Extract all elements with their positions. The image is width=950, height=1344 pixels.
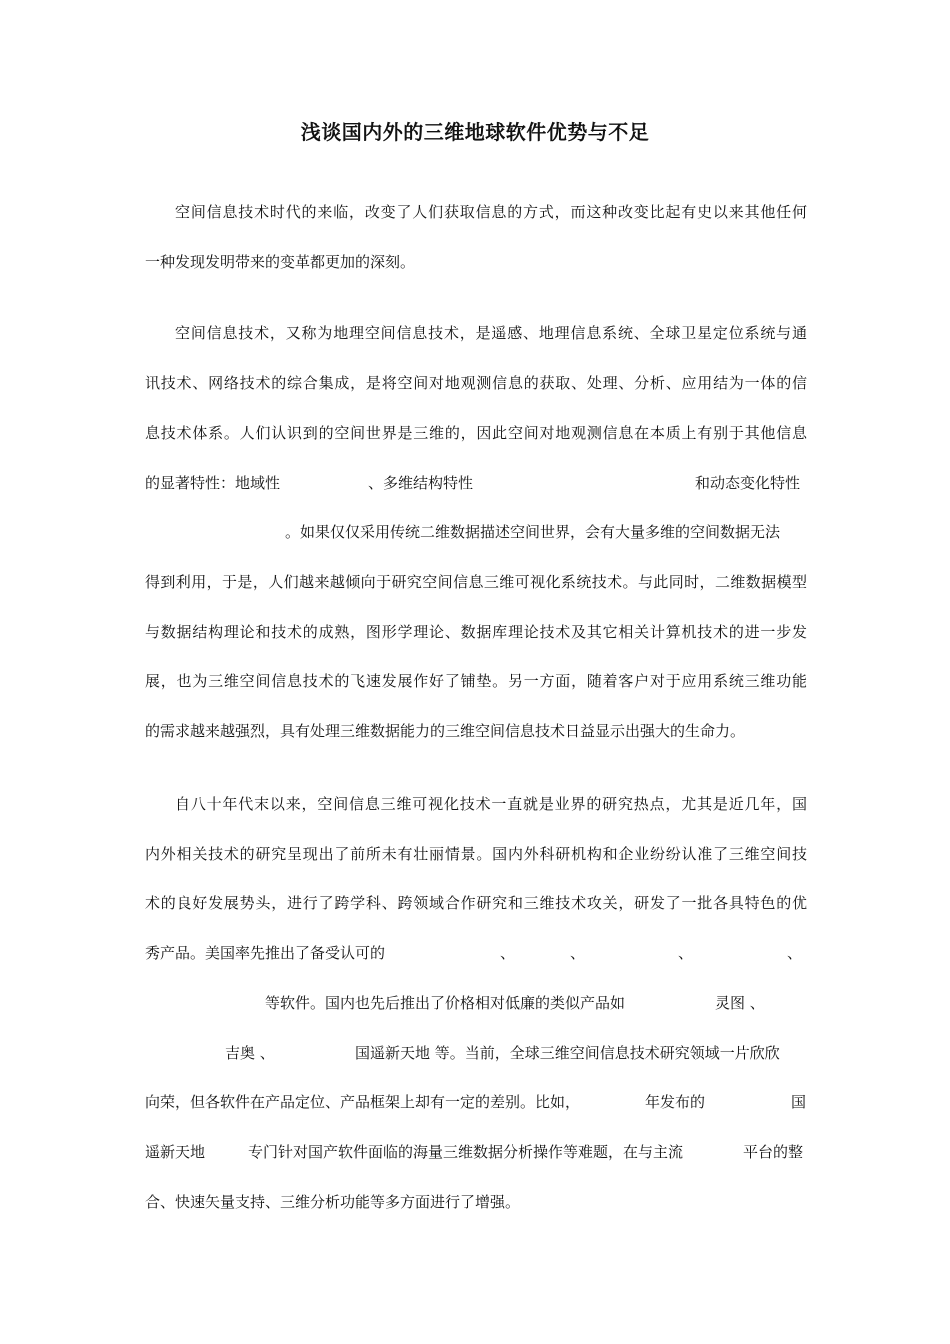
text-segment: 年发布的 xyxy=(645,1093,706,1111)
paragraph-3-line-7 xyxy=(145,1090,807,1114)
separator: 、 xyxy=(787,944,803,962)
paragraph-3-line-1: 自八十年代末以来，空间信息三维可视化技术一直就是业界的研究热点，尤其是近几年，国 xyxy=(175,795,807,813)
separator: 、 xyxy=(500,944,516,962)
separator: 、 xyxy=(678,944,694,962)
text-segment: 平台的整 xyxy=(743,1143,804,1161)
paragraph-2-line-4 xyxy=(145,471,807,495)
paragraph-3-line-9: 合、快速矢量支持、三维分析功能等多方面进行了增强。 xyxy=(145,1193,521,1211)
text-segment: 遥新天地 xyxy=(145,1143,206,1161)
paragraph-2-line-7: 与数据结构理论和技术的成熟，图形学理论、数据库理论技术及其它相关计算机技术的进一步发 xyxy=(145,623,807,641)
paragraph-2-line-2: 讯技术、网络技术的综合集成，是将空间对地观测信息的获取、处理、分析、应用结为一体的信 xyxy=(145,374,807,392)
text-segment: 吉奥 、 xyxy=(225,1044,275,1062)
paragraph-3-line-8 xyxy=(145,1140,807,1164)
text-segment: 和动态变化特性 xyxy=(695,474,801,492)
paragraph-3-line-6 xyxy=(145,1041,807,1065)
paragraph-2-line-1: 空间信息技术，又称为地理空间信息技术，是遥感、地理信息系统、全球卫星定位系统与通 xyxy=(175,324,807,342)
text-segment: 等软件。国内也先后推出了价格相对低廉的类似产品如 xyxy=(265,994,626,1012)
document-title: 浅谈国内外的三维地球软件优势与不足 xyxy=(300,120,650,144)
text-segment: 国 xyxy=(791,1093,807,1111)
text-segment: 国遥新天地 等。当前，全球三维空间信息技术研究领域一片欣欣 xyxy=(355,1044,780,1062)
paragraph-2-line-6: 得到利用，于是，人们越来越倾向于研究空间信息三维可视化系统技术。与此同时，二维数据模型 xyxy=(145,573,807,591)
text-segment: 专门针对国产软件面临的海量三维数据分析操作等难题，在与主流 xyxy=(248,1143,684,1161)
paragraph-2-line-5 xyxy=(145,520,807,544)
paragraph-2-line-9: 的需求越来越强烈，具有处理三维数据能力的三维空间信息技术日益显示出强大的生命力。 xyxy=(145,722,746,740)
paragraph-3-line-2: 内外相关技术的研究呈现出了前所未有壮丽情景。国内外科研机构和企业纷纷认准了三维空间技 xyxy=(145,845,807,863)
text-segment: 、多维结构特性 xyxy=(368,474,474,492)
text-segment: 秀产品。美国率先推出了备受认可的 xyxy=(145,944,386,962)
text-segment: 向荣，但各软件在产品定位、产品框架上却有一定的差别。比如， xyxy=(145,1093,581,1111)
text-segment: 。如果仅仅采用传统二维数据描述空间世界，会有大量多维的空间数据无法 xyxy=(285,523,781,541)
paragraph-3-line-4 xyxy=(145,941,807,965)
text-segment: 灵图 、 xyxy=(715,994,765,1012)
paragraph-2-line-3: 息技术体系。人们认识到的空间世界是三维的，因此空间对地观测信息在本质上有别于其他信息 xyxy=(145,424,807,442)
separator: 、 xyxy=(570,944,586,962)
paragraph-2-line-8: 展，也为三维空间信息技术的飞速发展作好了铺垫。另一方面，随着客户对于应用系统三维功能 xyxy=(145,672,807,690)
paragraph-3-line-3: 术的良好发展势头，进行了跨学科、跨领域合作研究和三维技术攻关，研发了一批各具特色的优 xyxy=(145,894,807,912)
paragraph-1-line-1: 空间信息技术时代的来临，改变了人们获取信息的方式，而这种改变比起有史以来其他任何 xyxy=(175,203,807,221)
text-segment: 的显著特性：地域性 xyxy=(145,474,281,492)
paragraph-1-line-2: 一种发现发明带来的变革都更加的深刻。 xyxy=(145,253,416,271)
paragraph-3-line-5 xyxy=(145,991,807,1015)
